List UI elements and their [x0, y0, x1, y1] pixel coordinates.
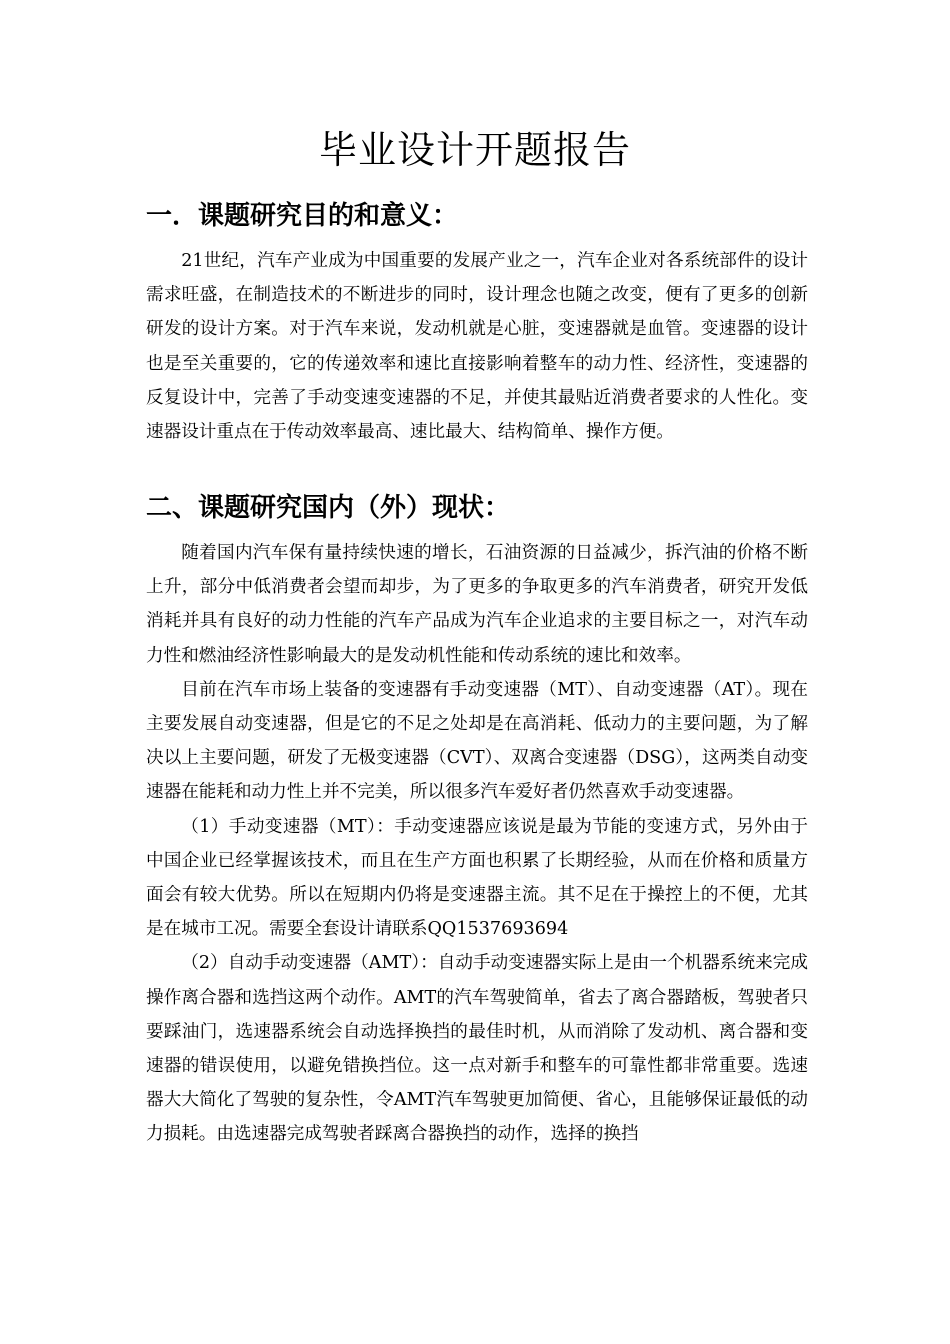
section-heading-purpose: 一．课题研究目的和意义： — [146, 201, 459, 231]
paragraph: 21世纪，汽车产业成为中国重要的发展产业之一，汽车企业对各系统部件的设计需求旺盛，在制造技术的不断进步的同时，设计理念也随之改变，便有了更多的创新研发的设计方案。对于汽车来说，发动机就是心脏，变速器就是血管。变速器的设计也是至关重要的，它的传递效率和速比直接影响着整车的动力性、经济性，变速器的反复设计中，完善了手动变速变速器的不足，并使其最贴近消费者要求的人性化。变速器设计重点在于传动效率最高、速比最大、结构简单、操作方便。 — [146, 251, 808, 443]
section-heading-status: 二、课题研究国内（外）现状： — [146, 493, 511, 523]
paragraph: （1）手动变速器（MT）：手动变速器应该说是最为节能的变速方式，另外由于中国企业已经掌握该技术，而且在生产方面也积累了长期经验，从而在价格和质量方面会有较大优势。所以在短期内仍将是变速器主流。其不足在于操控上的不便，尤其是在城市工况。需要全套设计请联系QQ1537693694 — [146, 816, 808, 940]
section-body-purpose — [146, 244, 808, 449]
section-body-status — [146, 536, 808, 1152]
paragraph: 随着国内汽车保有量持续快速的增长，石油资源的日益减少，拆汽油的价格不断上升，部分中低消费者会望而却步，为了更多的争取更多的汽车消费者，研究开发低消耗并具有良好的动力性能的汽车产品成为汽车企业追求的主要目标之一，对汽车动力性和燃油经济性影响最大的是发动机性能和传动系统的速比和效率。 — [146, 543, 808, 666]
paragraph: （2）自动手动变速器（AMT）：自动手动变速器实际上是由一个机器系统来完成操作离合器和选挡这两个动作。AMT的汽车驾驶简单，省去了离合器踏板，驾驶者只要踩油门，选速器系统会自动选择换挡的最佳时机，从而消除了发动机、离合器和变速器的错误使用，以避免错换挡位。这一点对新手和整车的可靠性都非常重要。选速器大大简化了驾驶的复杂性，令AMT汽车驾驶更加简便、省心，且能够保证最低的动力损耗。由选速器完成驾驶者踩离合器换挡的动作，选择的换挡 — [146, 953, 808, 1145]
paragraph: 目前在汽车市场上装备的变速器有手动变速器（MT）、自动变速器（AT）。现在主要发展自动变速器，但是它的不足之处却是在高消耗、低动力的主要问题，为了解决以上主要问题，研发了无极变速器（CVT）、双离合变速器（DSG），这两类自动变速器在能耗和动力性上并不完美，所以很多汽车爱好者仍然喜欢手动变速器。 — [146, 679, 808, 803]
page-title: 毕业设计开题报告 — [318, 128, 631, 172]
